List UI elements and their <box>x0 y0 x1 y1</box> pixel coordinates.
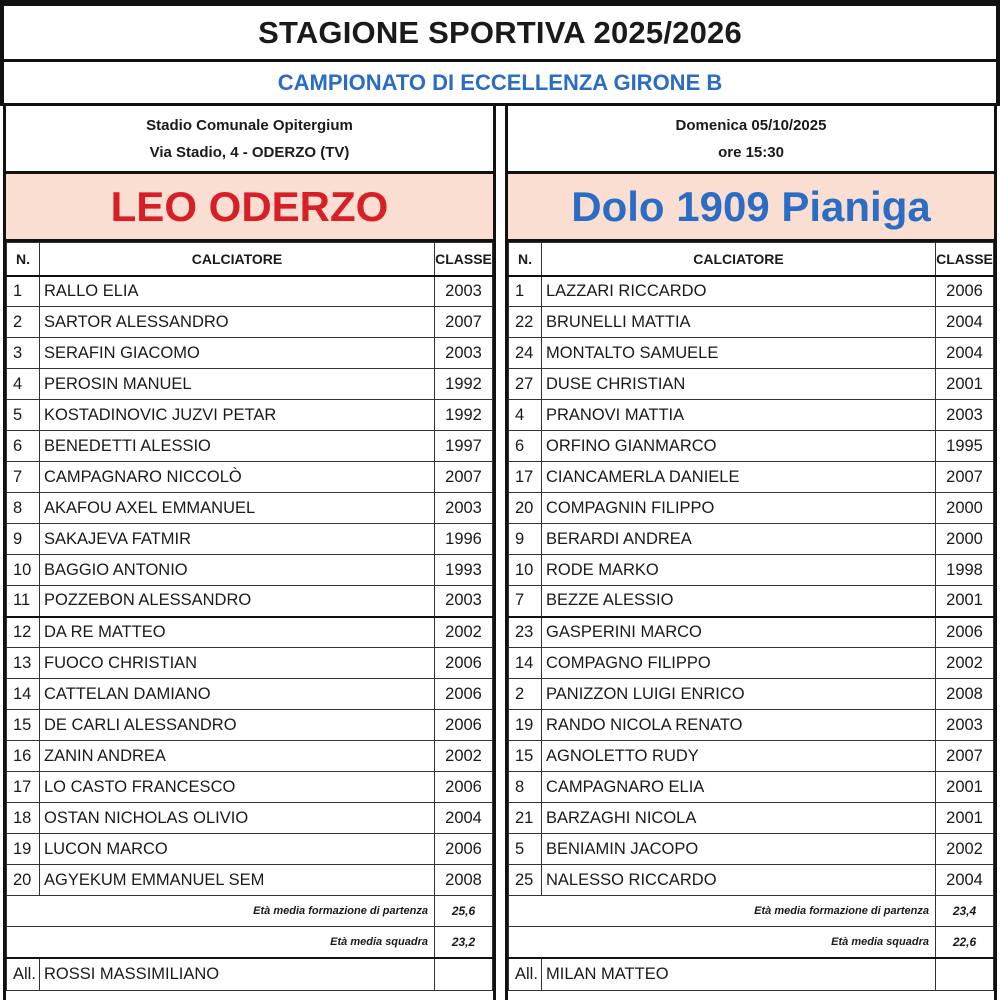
player-number: 4 <box>7 369 40 400</box>
player-birth-year: 2006 <box>435 834 493 865</box>
player-row <box>509 679 994 710</box>
player-name: CAMPAGNARO ELIA <box>542 772 936 803</box>
column-header-number: N. <box>7 243 40 276</box>
player-row <box>7 369 493 400</box>
average-age-value: 22,6 <box>936 927 994 958</box>
player-row <box>509 307 994 338</box>
player-birth-year: 2008 <box>936 679 994 710</box>
player-birth-year: 2008 <box>435 865 493 896</box>
player-row <box>509 369 994 400</box>
average-age-row <box>7 896 493 927</box>
coach-name: MILAN MATTEO <box>542 958 936 991</box>
player-name: LO CASTO FRANCESCO <box>40 772 435 803</box>
player-row <box>7 617 493 648</box>
player-number: 5 <box>509 834 542 865</box>
player-birth-year: 2004 <box>435 803 493 834</box>
player-number: 8 <box>509 772 542 803</box>
player-name: AGNOLETTO RUDY <box>542 741 936 772</box>
player-number: 14 <box>509 648 542 679</box>
player-name: PRANOVI MATTIA <box>542 400 936 431</box>
home-section <box>3 106 496 1000</box>
away-section <box>505 106 997 1000</box>
player-number: 20 <box>509 493 542 524</box>
home-roster-body <box>7 276 493 991</box>
player-row <box>509 710 994 741</box>
average-age-label: Età media squadra <box>509 927 936 958</box>
average-age-value: 23,2 <box>435 927 493 958</box>
average-age-label: Età media formazione di partenza <box>7 896 435 927</box>
coach-name: ROSSI MASSIMILIANO <box>40 958 435 991</box>
player-name: COMPAGNIN FILIPPO <box>542 493 936 524</box>
away-roster-body <box>509 276 994 991</box>
player-row <box>7 834 493 865</box>
average-age-row <box>7 927 493 958</box>
player-row <box>7 307 493 338</box>
player-birth-year: 2003 <box>936 400 994 431</box>
match-time: ore 15:30 <box>718 143 784 161</box>
schedule-info <box>508 106 994 174</box>
player-row <box>509 741 994 772</box>
player-name: RODE MARKO <box>542 555 936 586</box>
player-number: 11 <box>7 586 40 617</box>
player-name: SAKAJEVA FATMIR <box>40 524 435 555</box>
home-team-band <box>6 174 493 242</box>
player-number: 13 <box>7 648 40 679</box>
player-birth-year: 1992 <box>435 400 493 431</box>
player-birth-year: 2006 <box>435 679 493 710</box>
player-number: 15 <box>509 741 542 772</box>
player-row <box>7 865 493 896</box>
average-age-row <box>509 896 994 927</box>
player-birth-year: 2000 <box>936 493 994 524</box>
player-number: 19 <box>509 710 542 741</box>
player-number: 4 <box>509 400 542 431</box>
home-roster-table <box>6 242 493 991</box>
player-name: MONTALTO SAMUELE <box>542 338 936 369</box>
player-row <box>509 803 994 834</box>
player-number: 9 <box>7 524 40 555</box>
player-birth-year: 2006 <box>936 276 994 307</box>
player-name: CATTELAN DAMIANO <box>40 679 435 710</box>
coach-label: All. <box>7 958 40 991</box>
player-birth-year: 2007 <box>435 307 493 338</box>
player-row <box>7 586 493 617</box>
player-number: 17 <box>509 462 542 493</box>
player-number: 19 <box>7 834 40 865</box>
away-team-name: Dolo 1909 Pianiga <box>571 182 931 230</box>
player-name: AGYEKUM EMMANUEL SEM <box>40 865 435 896</box>
player-row <box>7 400 493 431</box>
column-header-number: N. <box>509 243 542 276</box>
player-number: 9 <box>509 524 542 555</box>
player-row <box>7 276 493 307</box>
player-name: AKAFOU AXEL EMMANUEL <box>40 493 435 524</box>
player-number: 18 <box>7 803 40 834</box>
player-name: PEROSIN MANUEL <box>40 369 435 400</box>
venue-address: Via Stadio, 4 - ODERZO (TV) <box>149 143 350 161</box>
player-number: 20 <box>7 865 40 896</box>
player-row <box>509 493 994 524</box>
player-birth-year: 2000 <box>936 524 994 555</box>
subtitle-bar <box>0 62 1000 106</box>
player-name: BEZZE ALESSIO <box>542 586 936 617</box>
player-row <box>509 617 994 648</box>
player-birth-year: 2006 <box>936 617 994 648</box>
player-row <box>7 431 493 462</box>
player-name: ZANIN ANDREA <box>40 741 435 772</box>
page-title: STAGIONE SPORTIVA 2025/2026 <box>258 14 742 50</box>
player-number: 12 <box>7 617 40 648</box>
player-number: 7 <box>509 586 542 617</box>
player-number: 24 <box>509 338 542 369</box>
player-name: ORFINO GIANMARCO <box>542 431 936 462</box>
player-number: 10 <box>7 555 40 586</box>
player-name: FUOCO CHRISTIAN <box>40 648 435 679</box>
player-row <box>509 834 994 865</box>
average-age-label: Età media formazione di partenza <box>509 896 936 927</box>
player-number: 7 <box>7 462 40 493</box>
player-number: 5 <box>7 400 40 431</box>
player-birth-year: 2001 <box>936 369 994 400</box>
player-row <box>7 741 493 772</box>
player-row <box>7 803 493 834</box>
player-number: 15 <box>7 710 40 741</box>
coach-label: All. <box>509 958 542 991</box>
away-roster-table <box>508 242 994 991</box>
player-number: 1 <box>509 276 542 307</box>
player-birth-year: 2001 <box>936 586 994 617</box>
player-name: DA RE MATTEO <box>40 617 435 648</box>
player-number: 27 <box>509 369 542 400</box>
player-birth-year: 2006 <box>435 648 493 679</box>
player-name: DE CARLI ALESSANDRO <box>40 710 435 741</box>
player-birth-year: 1998 <box>936 555 994 586</box>
player-name: SERAFIN GIACOMO <box>40 338 435 369</box>
player-name: GASPERINI MARCO <box>542 617 936 648</box>
player-number: 14 <box>7 679 40 710</box>
player-name: OSTAN NICHOLAS OLIVIO <box>40 803 435 834</box>
player-name: NALESSO RICCARDO <box>542 865 936 896</box>
player-row <box>509 648 994 679</box>
player-birth-year: 2006 <box>435 772 493 803</box>
player-name: BARZAGHI NICOLA <box>542 803 936 834</box>
title-bar <box>0 0 1000 62</box>
player-row <box>7 462 493 493</box>
player-birth-year: 1992 <box>435 369 493 400</box>
player-row <box>7 710 493 741</box>
player-birth-year: 2004 <box>936 307 994 338</box>
average-age-value: 25,6 <box>435 896 493 927</box>
player-name: RANDO NICOLA RENATO <box>542 710 936 741</box>
championship-subtitle: CAMPIONATO DI ECCELLENZA GIRONE B <box>277 69 723 95</box>
player-name: POZZEBON ALESSANDRO <box>40 586 435 617</box>
average-age-label: Età media squadra <box>7 927 435 958</box>
player-row <box>509 400 994 431</box>
player-name: DUSE CHRISTIAN <box>542 369 936 400</box>
player-row <box>7 493 493 524</box>
player-number: 2 <box>7 307 40 338</box>
player-row <box>509 555 994 586</box>
player-birth-year: 1993 <box>435 555 493 586</box>
player-name: CAMPAGNARO NICCOLÒ <box>40 462 435 493</box>
column-header-player: CALCIATORE <box>542 243 936 276</box>
coach-empty-cell <box>936 958 994 991</box>
player-number: 16 <box>7 741 40 772</box>
player-birth-year: 2007 <box>936 462 994 493</box>
player-row <box>509 524 994 555</box>
player-birth-year: 2004 <box>936 865 994 896</box>
player-birth-year: 2002 <box>936 648 994 679</box>
coach-row <box>509 958 994 991</box>
player-number: 10 <box>509 555 542 586</box>
average-age-row <box>509 927 994 958</box>
player-birth-year: 2003 <box>435 338 493 369</box>
player-birth-year: 2006 <box>435 710 493 741</box>
player-name: RALLO ELIA <box>40 276 435 307</box>
player-name: CIANCAMERLA DANIELE <box>542 462 936 493</box>
player-number: 6 <box>7 431 40 462</box>
player-number: 3 <box>7 338 40 369</box>
player-number: 17 <box>7 772 40 803</box>
player-row <box>7 555 493 586</box>
player-row <box>509 338 994 369</box>
player-birth-year: 1995 <box>936 431 994 462</box>
player-number: 25 <box>509 865 542 896</box>
player-birth-year: 2003 <box>435 586 493 617</box>
home-team-name: LEO ODERZO <box>110 182 389 230</box>
player-birth-year: 2003 <box>435 493 493 524</box>
player-birth-year: 2002 <box>936 834 994 865</box>
away-team-band <box>508 174 994 242</box>
player-row <box>509 462 994 493</box>
player-row <box>7 338 493 369</box>
player-name: LAZZARI RICCARDO <box>542 276 936 307</box>
player-row <box>509 276 994 307</box>
player-number: 22 <box>509 307 542 338</box>
player-row <box>7 648 493 679</box>
player-number: 2 <box>509 679 542 710</box>
player-row <box>509 586 994 617</box>
player-row <box>7 524 493 555</box>
player-birth-year: 1997 <box>435 431 493 462</box>
player-birth-year: 2007 <box>435 462 493 493</box>
player-name: BAGGIO ANTONIO <box>40 555 435 586</box>
player-birth-year: 2001 <box>936 772 994 803</box>
match-date: Domenica 05/10/2025 <box>675 116 827 134</box>
coach-row <box>7 958 493 991</box>
player-row <box>7 772 493 803</box>
venue-info <box>6 106 493 174</box>
player-birth-year: 2003 <box>435 276 493 307</box>
player-row <box>509 431 994 462</box>
player-name: BENIAMIN JACOPO <box>542 834 936 865</box>
column-header-player: CALCIATORE <box>40 243 435 276</box>
player-name: KOSTADINOVIC JUZVI PETAR <box>40 400 435 431</box>
average-age-value: 23,4 <box>936 896 994 927</box>
player-name: BRUNELLI MATTIA <box>542 307 936 338</box>
away-header-row <box>509 243 994 276</box>
player-number: 21 <box>509 803 542 834</box>
coach-empty-cell <box>435 958 493 991</box>
venue-name: Stadio Comunale Opitergium <box>146 116 353 134</box>
player-birth-year: 2004 <box>936 338 994 369</box>
player-name: SARTOR ALESSANDRO <box>40 307 435 338</box>
player-birth-year: 2007 <box>936 741 994 772</box>
player-name: PANIZZON LUIGI ENRICO <box>542 679 936 710</box>
player-birth-year: 2001 <box>936 803 994 834</box>
player-row <box>509 772 994 803</box>
player-birth-year: 2002 <box>435 741 493 772</box>
player-birth-year: 1996 <box>435 524 493 555</box>
home-header-row <box>7 243 493 276</box>
player-name: LUCON MARCO <box>40 834 435 865</box>
player-row <box>7 679 493 710</box>
player-row <box>509 865 994 896</box>
column-header-year: CLASSE <box>936 243 994 276</box>
player-number: 23 <box>509 617 542 648</box>
player-birth-year: 2002 <box>435 617 493 648</box>
player-number: 6 <box>509 431 542 462</box>
player-name: BERARDI ANDREA <box>542 524 936 555</box>
player-number: 1 <box>7 276 40 307</box>
player-number: 8 <box>7 493 40 524</box>
column-header-year: CLASSE <box>435 243 493 276</box>
player-birth-year: 2003 <box>936 710 994 741</box>
player-name: BENEDETTI ALESSIO <box>40 431 435 462</box>
player-name: COMPAGNO FILIPPO <box>542 648 936 679</box>
